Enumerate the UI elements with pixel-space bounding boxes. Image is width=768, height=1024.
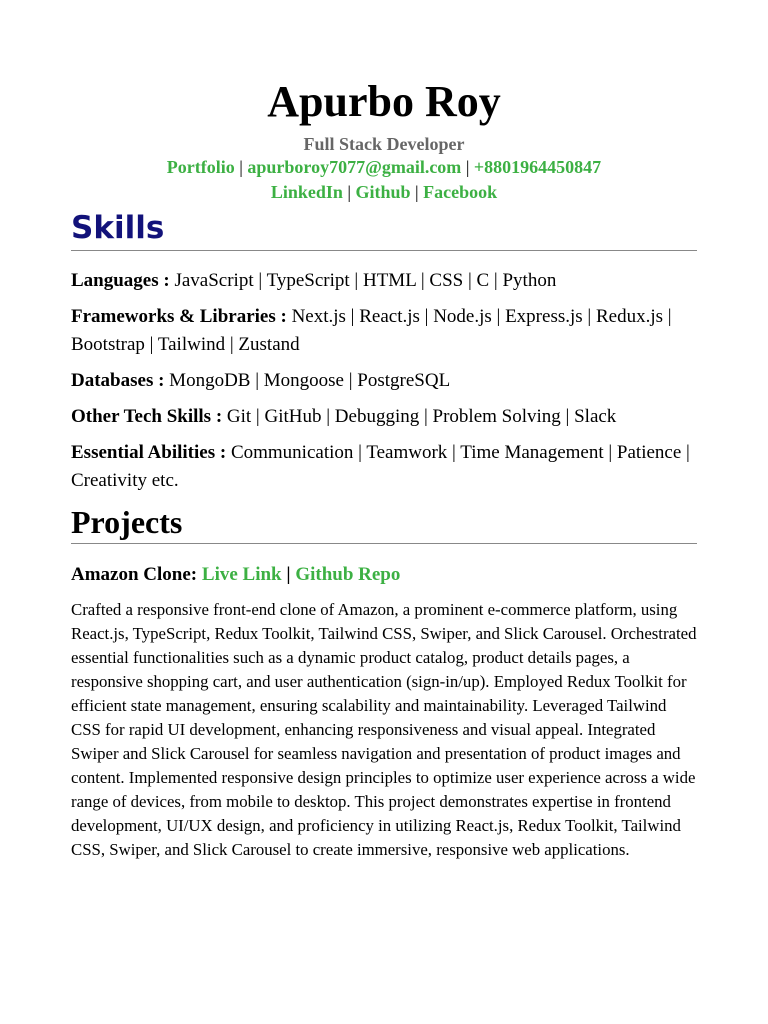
person-name: Apurbo Roy: [267, 77, 501, 126]
skill-label: Other Tech Skills :: [71, 406, 223, 427]
email-link[interactable]: apurboroy7077@gmail.com: [247, 157, 462, 177]
projects-section: [71, 503, 697, 862]
github-repo-link[interactable]: Github Repo: [295, 564, 401, 585]
section-divider: [71, 543, 697, 544]
skill-row-other-tech: [71, 403, 697, 431]
skill-value: Next.js | React.js | Node.js | Express.js | Redux.js | Bootstrap | Tailwind | Zustand: [71, 306, 672, 355]
projects-heading: Projects: [71, 504, 183, 540]
skill-label: Frameworks & Libraries :: [71, 306, 287, 327]
github-link[interactable]: Github: [355, 182, 411, 202]
skill-row-abilities: [71, 439, 697, 495]
skill-label: Essential Abilities :: [71, 442, 227, 463]
skills-heading: Skills: [71, 210, 165, 246]
separator: |: [286, 564, 291, 585]
skill-row-frameworks: [71, 303, 697, 359]
resume-header: [0, 76, 768, 205]
skill-label: Databases :: [71, 370, 165, 391]
separator: |: [239, 157, 243, 177]
skill-value: Git | GitHub | Debugging | Problem Solving | Slack: [226, 406, 617, 427]
live-link[interactable]: Live Link: [201, 564, 282, 585]
job-title: Full Stack Developer: [303, 134, 465, 154]
facebook-link[interactable]: Facebook: [423, 182, 498, 202]
skill-row-databases: [71, 367, 697, 395]
project-title-row: [71, 562, 697, 588]
skill-label: Languages :: [71, 270, 170, 291]
project-title: Amazon Clone:: [71, 564, 198, 585]
separator: |: [347, 182, 351, 202]
skill-row-languages: [71, 267, 697, 295]
contact-line-2: [0, 180, 768, 205]
contact-line-1: [0, 155, 768, 180]
linkedin-link[interactable]: LinkedIn: [270, 182, 343, 202]
portfolio-link[interactable]: Portfolio: [166, 157, 235, 177]
separator: |: [415, 182, 419, 202]
separator: |: [465, 157, 470, 177]
skills-section: [71, 208, 697, 495]
skill-value: MongoDB | Mongoose | PostgreSQL: [169, 370, 451, 391]
phone-link[interactable]: +8801964450847: [473, 157, 602, 177]
skill-value: Communication | Teamwork | Time Management | Patience | Creativity etc.: [71, 442, 690, 491]
resume-body: [71, 208, 697, 862]
project-description: Crafted a responsive front-end clone of Amazon, a prominent e-commerce platform, using React.js, TypeScript, Redux Toolkit, Tailwind CSS, Swiper, and Slick Carousel. Orchestrated essential functionalities such as a dynamic product catalog, product details pages, a responsive shopping cart, and user authentication (sign-in/up). Employed Redux Toolkit for efficient state management, ensuring scalability and maintainability. Leveraged Tailwind CSS for rapid UI development, enhancing responsiveness and visual appeal. Integrated Swiper and Slick Carousel for seamless navigation and presentation of product images and content. Implemented responsive design principles to optimize user experience across a wide range of devices, from mobile to desktop. This project demonstrates expertise in frontend development, UI/UX design, and proficiency in utilizing React.js, Redux Toolkit, Tailwind CSS, Swiper, and Slick Carousel to create immersive, responsive web applications.: [71, 600, 697, 859]
skill-value: JavaScript | TypeScript | HTML | CSS | C | Python: [174, 270, 557, 291]
